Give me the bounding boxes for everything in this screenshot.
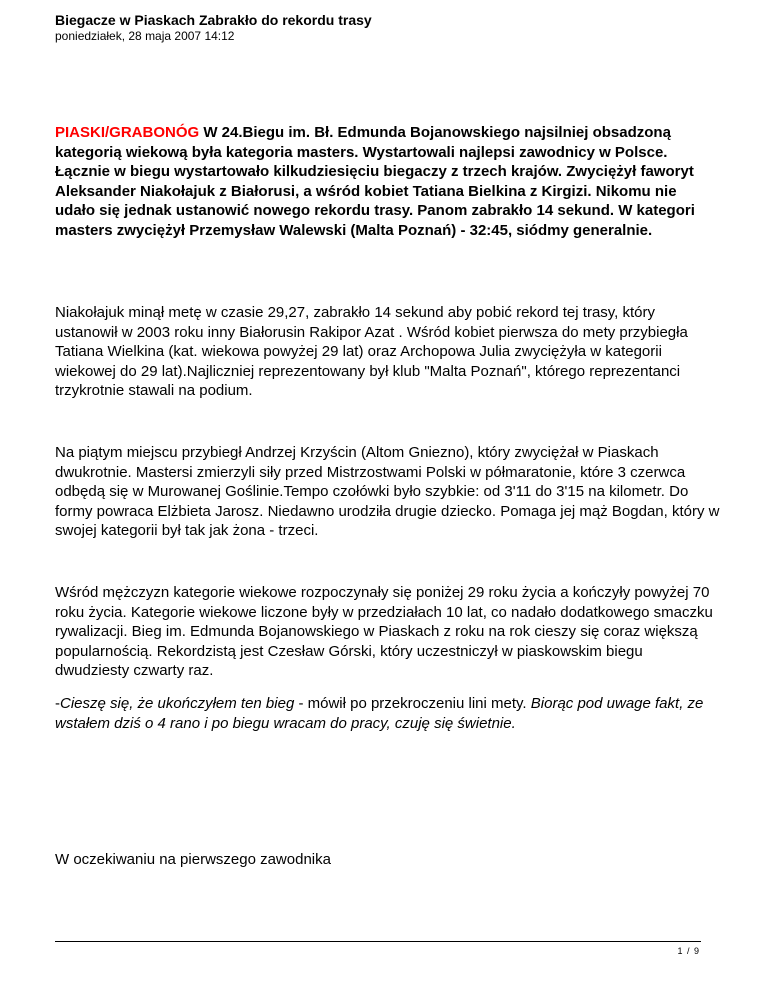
quote-dash: - [55, 695, 60, 712]
quote-middle: - mówił po przekroczeniu lini mety [294, 695, 523, 712]
quote-part-1: Cieszę się, że ukończyłem ten bieg [60, 695, 295, 712]
quote-part-2: Biorąc pod uwage fakt, ze wstałem dziś o 4 rano i po biegu wracam do pracy, czuję się świetnie. [55, 695, 704, 732]
page-number: 1 / 9 [677, 946, 700, 956]
page-header [55, 12, 372, 44]
quote-paragraph [55, 694, 720, 733]
paragraph-1: Niakołajuk minął metę w czasie 29,27, zabrakło 14 sekund aby pobić rekord tej trasy, który ustanowił w 2003 roku inny Białorusin Rakipor Azat . Wśród kobiet pierwsza do mety przybiegła Tatiana Wielkina (kat. wiekowa powyżej 29 lat) oraz Archopowa Julia zwyciężyła w kategorii wiekowej do 29 lat).Najliczniej reprezentowany był klub "Malta Poznań", którego reprezentanci trzykrotnie stawali na podium. [55, 304, 688, 400]
lead-block [55, 123, 720, 241]
article-title: Biegacze w Piaskach Zabrakło do rekordu trasy [55, 12, 372, 28]
paragraph-2: Na piątym miejscu przybiegł Andrzej Krzyścin (Altom Gniezno), który zwyciężał w Piaskach dwukrotnie. Mastersi zmierzyli siły przed Mistrzostwami Polski w półmaratonie, które 3 czerwca odbędą się w Murowanej Goślinie.Tempo czołówki było szybkie: od 3'11 do 3'15 na kilometr. Do formy powraca Elżbieta Jarosz. Niedawno urodziła drugie dziecko. Pomaga jej mąż Bogdan, który w swojej kategorii był tak jak żona - trzeci. [55, 444, 720, 540]
lead-paragraph [55, 123, 720, 241]
quote-dot: . [522, 695, 531, 712]
article-date: poniedziałek, 28 maja 2007 14:12 [55, 29, 235, 43]
paragraph-3: Wśród mężczyzn kategorie wiekowe rozpoczynały się poniżej 29 roku życia a kończyły powyżej 70 roku życia. Kategorie wiekowe liczone były w przedziałach 10 lat, co nadało dodatkowego smaczku rywalizacji. Bieg im. Edmunda Bojanowskiego w Piaskach z roku na rok cieszy się coraz większą popularnością. Rekordzistą jest Czesław Górski, który uczestniczył w piaskowskim biegu dwudziesty czwarty raz. [55, 584, 713, 680]
lead-place: PIASKI/GRABONÓG [55, 124, 200, 141]
footer-divider [55, 941, 701, 942]
image-caption: W oczekiwaniu na pierwszego zawodnika [55, 851, 331, 868]
lead-text: W 24.Biegu im. Bł. Edmunda Bojanowskiego najsilniej obsadzoną kategorią wiekową była kategoria masters. Wystartowali najlepsi zawodnicy w Polsce. Łącznie w biegu wystartowało kilkudziesięciu biegaczy z trzech krajów. Zwyciężył faworyt Aleksander Niakołajuk z Białorusi, a wśród kobiet Tatiana Bielkina z Kirgizi. Nikomu nie udało się jednak ustanowić nowego rekordu trasy. Panom zabrakło 14 sekund. W kategori masters zwyciężył Przemysław Walewski (Malta Poznań) - 32:45, siódmy generalnie. [55, 124, 695, 239]
